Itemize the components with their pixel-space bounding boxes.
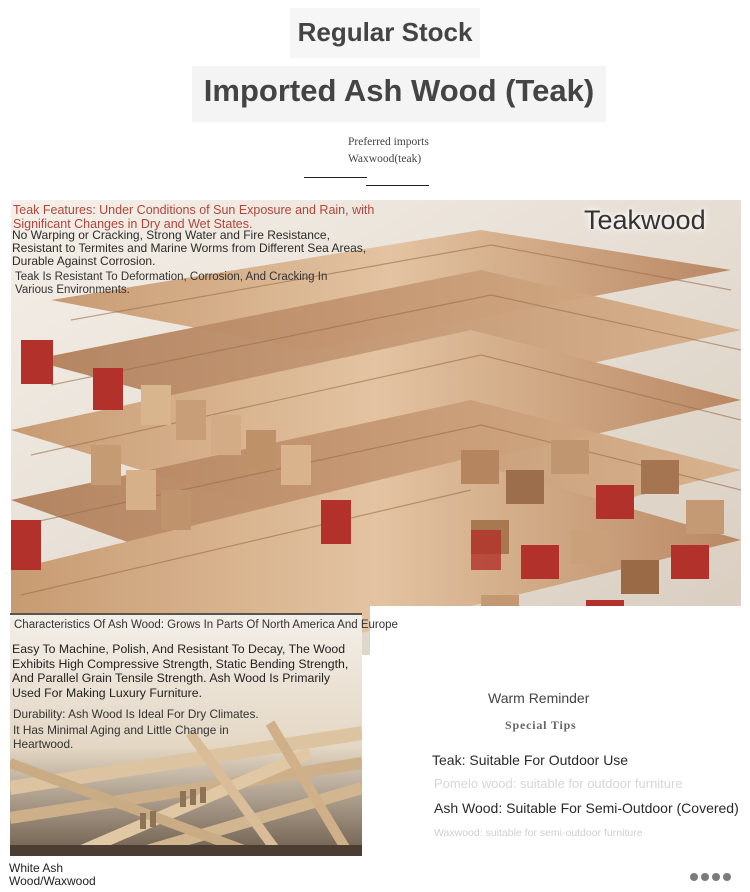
- teak-feature-heading: Teak Features: Under Conditions of Sun Exposure and Rain, with Significant Changes in Dry and Wet States.: [13, 203, 375, 231]
- page-title: Imported Ash Wood (Teak): [192, 66, 606, 122]
- teak-feature-body: No Warping or Cracking, Strong Water and Fire Resistance, Resistant to Termites and Marine Worms from Different Sea Areas, Durable Against Corrosion.: [12, 228, 367, 268]
- teak-feature-note: Teak Is Resistant To Deformation, Corrosion, And Cracking In Various Environments.: [15, 271, 328, 296]
- page-dot-4[interactable]: [723, 873, 731, 881]
- ash-heading: Characteristics Of Ash Wood: Grows In Parts Of North America And Europe: [14, 619, 398, 631]
- regular-stock-title: Regular Stock: [290, 8, 480, 58]
- pagination-dots-icon[interactable]: [690, 873, 731, 881]
- page-dot-2[interactable]: [701, 873, 709, 881]
- teakwood-label: Teakwood: [584, 205, 706, 235]
- page-dot-1[interactable]: [690, 873, 698, 881]
- ash-wood-label: White Ash Wood/Waxwood: [9, 861, 96, 888]
- preferred-imports-text: Preferred imports: [348, 136, 429, 148]
- ash-durability-line1: Durability: Ash Wood Is Ideal For Dry Climates.: [13, 707, 259, 721]
- white-area: [370, 606, 750, 666]
- teakwood-photo: [11, 200, 741, 655]
- page-dot-3[interactable]: [712, 873, 720, 881]
- tip-teak: Teak: Suitable For Outdoor Use: [432, 752, 629, 768]
- ash-body: Easy To Machine, Polish, And Resistant To Decay, The Wood Exhibits High Compressive Strength, Static Bending Strength, And Parallel Grain Tensile Strength. Ash Wood Is Primarily Used For Making Luxury Furniture.: [12, 642, 349, 700]
- special-tips-subtitle: Special Tips: [505, 718, 577, 732]
- tip-ash: Ash Wood: Suitable For Semi-Outdoor (Covered): [434, 800, 739, 816]
- divider-left: [304, 177, 367, 178]
- tip-teak-faded: Pomelo wood: suitable for outdoor furniture: [434, 776, 683, 791]
- warm-reminder-title: Warm Reminder: [488, 690, 590, 706]
- ash-durability-line2: It Has Minimal Aging and Little Change in Heartwood.: [13, 723, 229, 751]
- tip-ash-faded: Waxwood: suitable for semi-outdoor furniture: [434, 827, 643, 839]
- divider-right: [366, 185, 429, 186]
- preferred-waxwood-text: Waxwood(teak): [348, 153, 422, 165]
